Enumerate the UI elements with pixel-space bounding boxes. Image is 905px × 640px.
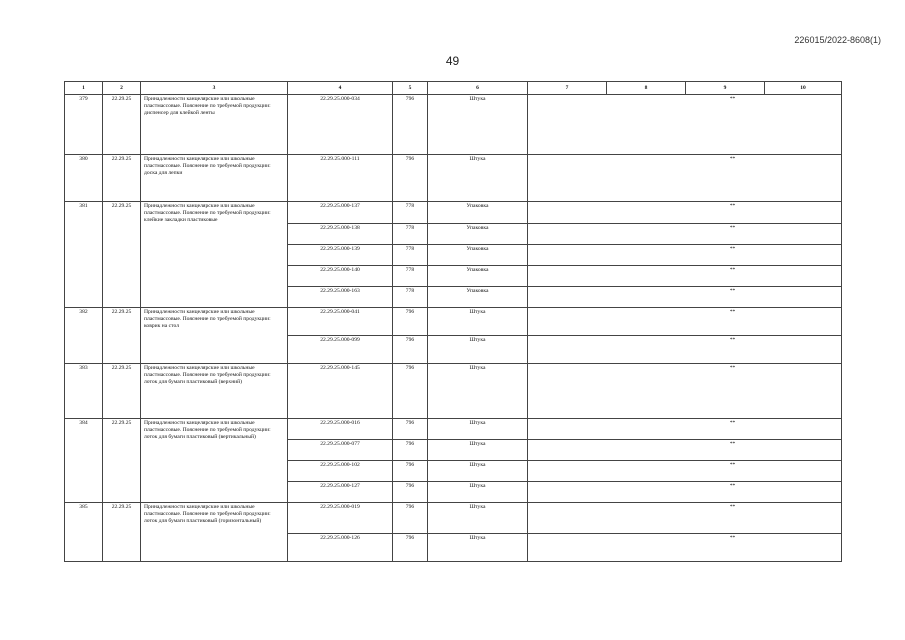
column-header: 8 (607, 82, 686, 95)
okei-code: 796 (393, 534, 428, 562)
column-header: 3 (141, 82, 288, 95)
requirement-mark: ** (729, 483, 736, 489)
table-row (65, 364, 842, 419)
ktru-code: 22.29.25.000-139 (288, 245, 393, 266)
okei-code: 778 (393, 202, 428, 224)
requirement-mark: ** (729, 288, 736, 294)
ktru-code: 22.29.25.000-099 (288, 336, 393, 364)
unit-name: Штука (428, 440, 528, 461)
document-id: 226015/2022-8608(1) (794, 35, 881, 45)
unit-name: Упаковка (428, 287, 528, 308)
column-header: 10 (765, 82, 842, 95)
entry-description: Принадлежности канцелярские или школьные пластмассовые. Пояснение по требуемой продукции: клейкие закладки пластиковые (141, 202, 288, 308)
requirement-mark-cell (528, 534, 842, 562)
table-row (65, 503, 842, 534)
requirement-mark-cell (528, 202, 842, 224)
okpd-code: 22.29.25 (103, 503, 141, 562)
unit-name: Штука (428, 336, 528, 364)
column-header: 4 (288, 82, 393, 95)
requirement-mark-cell (528, 482, 842, 503)
unit-name: Штука (428, 364, 528, 419)
requirement-mark: ** (729, 365, 736, 371)
ktru-code: 22.29.25.000-127 (288, 482, 393, 503)
requirement-mark-cell (528, 155, 842, 202)
table-row (65, 155, 842, 202)
column-header: 9 (686, 82, 765, 95)
unit-name: Штука (428, 503, 528, 534)
unit-name: Упаковка (428, 245, 528, 266)
ktru-code: 22.29.25.000-137 (288, 202, 393, 224)
table-row (65, 419, 842, 440)
requirement-mark-cell (528, 503, 842, 534)
unit-name: Штука (428, 482, 528, 503)
ktru-code: 22.29.25.000-102 (288, 461, 393, 482)
okpd-code: 22.29.25 (103, 308, 141, 364)
unit-name: Штука (428, 155, 528, 202)
column-header: 6 (428, 82, 528, 95)
entry-description: Принадлежности канцелярские или школьные пластмассовые. Пояснение по требуемой продукции: лоток для бумаги пластиковый (вертикальный) (141, 419, 288, 503)
requirement-mark-cell (528, 308, 842, 336)
unit-name: Штука (428, 461, 528, 482)
column-header: 2 (103, 82, 141, 95)
ktru-code: 22.29.25.000-126 (288, 534, 393, 562)
unit-name: Штука (428, 308, 528, 336)
unit-name: Штука (428, 95, 528, 155)
requirement-mark-cell (528, 224, 842, 245)
okei-code: 778 (393, 224, 428, 245)
requirement-mark-cell (528, 364, 842, 419)
ktru-code: 22.29.25.000-111 (288, 155, 393, 202)
entry-number: 384 (65, 419, 103, 503)
ktru-code: 22.29.25.000-077 (288, 440, 393, 461)
requirement-mark: ** (729, 337, 736, 343)
table-row (65, 202, 842, 224)
column-header: 7 (528, 82, 607, 95)
okei-code: 796 (393, 308, 428, 336)
requirement-mark-cell (528, 419, 842, 440)
requirement-mark: ** (729, 225, 736, 231)
requirement-mark-cell (528, 440, 842, 461)
ktru-code: 22.29.25.000-163 (288, 287, 393, 308)
okpd-code: 22.29.25 (103, 364, 141, 419)
unit-name: Упаковка (428, 202, 528, 224)
okei-code: 796 (393, 482, 428, 503)
entry-number: 380 (65, 155, 103, 202)
requirement-mark-cell (528, 266, 842, 287)
requirement-mark-cell (528, 245, 842, 266)
okei-code: 796 (393, 336, 428, 364)
entry-description: Принадлежности канцелярские или школьные пластмассовые. Пояснение по требуемой продукции: коврик на стол (141, 308, 288, 364)
ktru-code: 22.29.25.000-138 (288, 224, 393, 245)
table-row (65, 95, 842, 155)
okpd-code: 22.29.25 (103, 202, 141, 308)
column-header: 5 (393, 82, 428, 95)
ktru-code: 22.29.25.000-140 (288, 266, 393, 287)
requirement-mark-cell (528, 95, 842, 155)
requirement-mark: ** (729, 504, 736, 510)
okei-code: 796 (393, 503, 428, 534)
requirement-mark-cell (528, 287, 842, 308)
okei-code: 796 (393, 95, 428, 155)
entry-number: 385 (65, 503, 103, 562)
okei-code: 796 (393, 461, 428, 482)
requirement-mark: ** (729, 203, 736, 209)
requirement-mark-cell (528, 461, 842, 482)
page-number: 49 (445, 54, 460, 68)
unit-name: Упаковка (428, 224, 528, 245)
okpd-code: 22.29.25 (103, 419, 141, 503)
entry-number: 383 (65, 364, 103, 419)
okei-code: 796 (393, 364, 428, 419)
entry-number: 379 (65, 95, 103, 155)
ktru-code: 22.29.25.000-019 (288, 503, 393, 534)
entry-number: 381 (65, 202, 103, 308)
okei-code: 778 (393, 266, 428, 287)
requirement-mark: ** (729, 420, 736, 426)
unit-name: Упаковка (428, 266, 528, 287)
requirement-mark: ** (729, 309, 736, 315)
entry-description: Принадлежности канцелярские или школьные пластмассовые. Пояснение по требуемой продукции: диспенсер для клейкой ленты (141, 95, 288, 155)
okei-code: 796 (393, 155, 428, 202)
procurement-table (64, 81, 842, 562)
requirement-mark: ** (729, 96, 736, 102)
entry-description: Принадлежности канцелярские или школьные пластмассовые. Пояснение по требуемой продукции: доска для лепки (141, 155, 288, 202)
okpd-code: 22.29.25 (103, 95, 141, 155)
requirement-mark: ** (729, 441, 736, 447)
header-row (65, 82, 842, 95)
unit-name: Штука (428, 534, 528, 562)
unit-name: Штука (428, 419, 528, 440)
entry-description: Принадлежности канцелярские или школьные пластмассовые. Пояснение по требуемой продукции: лоток для бумаги пластиковый (верхний) (141, 364, 288, 419)
okpd-code: 22.29.25 (103, 155, 141, 202)
table-row (65, 308, 842, 336)
requirement-mark: ** (729, 156, 736, 162)
requirement-mark: ** (729, 535, 736, 541)
column-header: 1 (65, 82, 103, 95)
ktru-code: 22.29.25.000-034 (288, 95, 393, 155)
requirement-mark: ** (729, 462, 736, 468)
ktru-code: 22.29.25.000-016 (288, 419, 393, 440)
ktru-code: 22.29.25.000-145 (288, 364, 393, 419)
requirement-mark: ** (729, 246, 736, 252)
requirement-mark-cell (528, 336, 842, 364)
ktru-code: 22.29.25.000-041 (288, 308, 393, 336)
entry-description: Принадлежности канцелярские или школьные пластмассовые. Пояснение по требуемой продукции: лоток для бумаги пластиковый (горизонтальный) (141, 503, 288, 562)
okei-code: 778 (393, 287, 428, 308)
okei-code: 796 (393, 419, 428, 440)
okei-code: 778 (393, 245, 428, 266)
okei-code: 796 (393, 440, 428, 461)
requirement-mark: ** (729, 267, 736, 273)
entry-number: 382 (65, 308, 103, 364)
